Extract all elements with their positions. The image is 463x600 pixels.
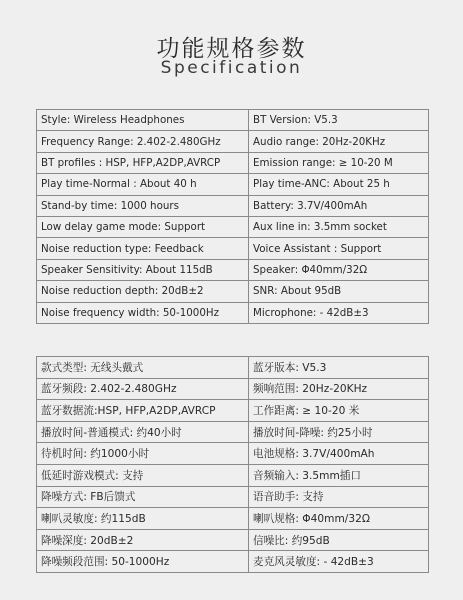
spec-en-row <box>37 131 429 152</box>
spec-cn-cell: 电池规格: 3.7V/400mAh <box>249 443 429 465</box>
spec-cn-cell: 播放时间-降噪: 约25小时 <box>249 421 429 443</box>
spec-en-cell: Speaker: Φ40mm/32Ω <box>249 259 429 280</box>
spec-en-row <box>37 238 429 259</box>
spec-en-cell: Play time-ANC: About 25 h <box>249 174 429 195</box>
spec-en-row <box>37 281 429 302</box>
spec-en-cell: Voice Assistant : Support <box>249 238 429 259</box>
spec-en-cell: Noise reduction depth: 20dB±2 <box>37 281 249 302</box>
spec-cn-row <box>37 529 429 551</box>
spec-en-cell: SNR: About 95dB <box>249 281 429 302</box>
spec-en-cell: BT Version: V5.3 <box>249 110 429 131</box>
spec-en-cell: BT profiles : HSP, HFP,A2DP,AVRCP <box>37 152 249 173</box>
spec-table-chinese <box>36 356 429 573</box>
spec-cn-cell: 喇叭灵敏度: 约115dB <box>37 508 249 530</box>
spec-cn-cell: 待机时间: 约1000小时 <box>37 443 249 465</box>
spec-en-row <box>37 302 429 323</box>
spec-en-cell: Play time-Normal : About 40 h <box>37 174 249 195</box>
spec-en-cell: Emission range: ≥ 10-20 M <box>249 152 429 173</box>
spec-cn-cell: 款式类型: 无线头戴式 <box>37 357 249 379</box>
spec-en-cell: Microphone: - 42dB±3 <box>249 302 429 323</box>
spec-en-cell: Noise frequency width: 50-1000Hz <box>37 302 249 323</box>
spec-en-cell: Stand-by time: 1000 hours <box>37 195 249 216</box>
spec-cn-row <box>37 357 429 379</box>
spec-cn-cell: 工作距离: ≥ 10-20 米 <box>249 400 429 422</box>
page-title-english: Specification <box>160 58 303 78</box>
spec-en-cell: Speaker Sensitivity: About 115dB <box>37 259 249 280</box>
spec-en-cell: Aux line in: 3.5mm socket <box>249 216 429 237</box>
spec-en-cell: Audio range: 20Hz-20KHz <box>249 131 429 152</box>
spec-en-row <box>37 152 429 173</box>
spec-cn-cell: 语音助手: 支持 <box>249 486 429 508</box>
spec-cn-row <box>37 443 429 465</box>
spec-cn-row <box>37 486 429 508</box>
spec-en-row <box>37 110 429 131</box>
spec-cn-cell: 蓝牙版本: V5.3 <box>249 357 429 379</box>
spec-en-cell: Style: Wireless Headphones <box>37 110 249 131</box>
spec-en-cell: Noise reduction type: Feedback <box>37 238 249 259</box>
spec-cn-row <box>37 421 429 443</box>
page-title-chinese: 功能规格参数 <box>156 36 307 62</box>
spec-cn-cell: 蓝牙数据流:HSP, HFP,A2DP,AVRCP <box>37 400 249 422</box>
spec-cn-cell: 播放时间-普通模式: 约40小时 <box>37 421 249 443</box>
spec-en-row <box>37 195 429 216</box>
spec-en-row <box>37 216 429 237</box>
spec-cn-cell: 蓝牙频段: 2.402-2.480GHz <box>37 378 249 400</box>
spec-cn-cell: 降噪频段范围: 50-1000Hz <box>37 551 249 573</box>
spec-cn-cell: 降噪深度: 20dB±2 <box>37 529 249 551</box>
spec-cn-cell: 降噪方式: FB后馈式 <box>37 486 249 508</box>
spec-cn-cell: 频响范围: 20Hz-20KHz <box>249 378 429 400</box>
spec-en-row <box>37 174 429 195</box>
spec-cn-cell: 音频输入: 3.5mm插口 <box>249 464 429 486</box>
spec-cn-cell: 麦克风灵敏度: - 42dB±3 <box>249 551 429 573</box>
spec-cn-cell: 喇叭规格: Φ40mm/32Ω <box>249 508 429 530</box>
spec-table-english <box>36 109 429 324</box>
spec-cn-row <box>37 400 429 422</box>
spec-cn-cell: 信噪比: 约95dB <box>249 529 429 551</box>
spec-en-cell: Low delay game mode: Support <box>37 216 249 237</box>
spec-cn-cell: 低延时游戏模式: 支持 <box>37 464 249 486</box>
spec-cn-row <box>37 551 429 573</box>
spec-en-row <box>37 259 429 280</box>
spec-en-cell: Frequency Range: 2.402-2.480GHz <box>37 131 249 152</box>
spec-en-cell: Battery: 3.7V/400mAh <box>249 195 429 216</box>
spec-cn-row <box>37 378 429 400</box>
spec-cn-row <box>37 508 429 530</box>
spec-cn-row <box>37 464 429 486</box>
